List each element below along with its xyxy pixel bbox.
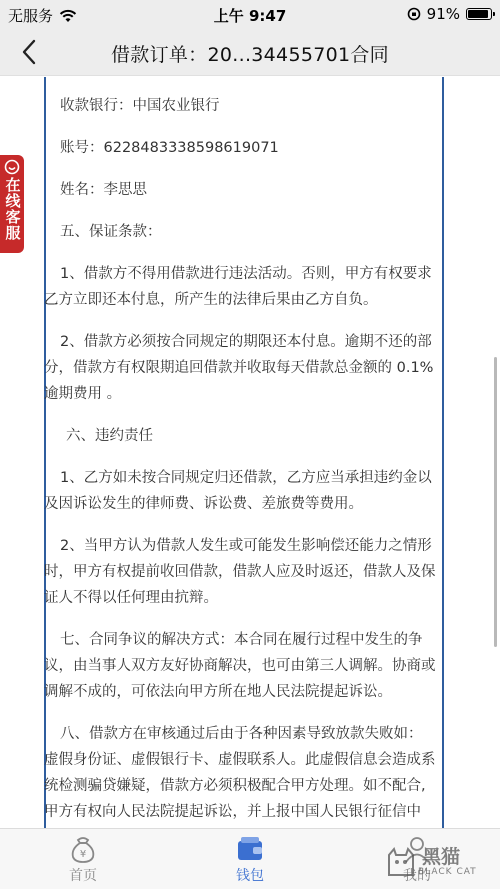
text-line: 逾期费用 。 — [44, 386, 122, 402]
text-line: 调解不成的，可依法向甲方所在地人民法院提起诉讼。 — [44, 684, 392, 700]
battery-icon — [466, 8, 492, 20]
nav-bar — [0, 28, 500, 76]
black-cat-watermark — [384, 838, 494, 886]
status-time: 上午 9:47 — [213, 7, 287, 25]
section-5-clause-1 — [44, 261, 444, 313]
page-title: 借款订单：20...34455701合同 — [110, 44, 389, 66]
money-bag-icon — [68, 835, 98, 863]
section-8 — [44, 721, 444, 828]
section-6-heading: 六、违约责任 — [66, 428, 153, 444]
tab-wallet[interactable] — [200, 835, 300, 885]
text-line: 七、合同争议的解决方式：本合同在履行过程中发生的争 — [60, 632, 423, 648]
text-line: 1、借款方不得用借款进行违法活动。否则，甲方有权要求 — [60, 266, 432, 282]
scrollbar[interactable] — [494, 357, 497, 647]
contract-document — [44, 93, 444, 828]
text-line: 及因诉讼发生的律师费、诉讼费、差旅费等费用。 — [44, 496, 363, 512]
section-6-clause-2 — [44, 533, 444, 611]
status-right — [407, 5, 492, 23]
headset-icon — [4, 159, 20, 175]
tab-home[interactable] — [33, 835, 133, 885]
section-7 — [44, 627, 444, 705]
text-line: 1、乙方如未按合同规定归还借款，乙方应当承担违约金以 — [60, 470, 432, 486]
section-5-clause-2 — [44, 329, 444, 407]
online-service-label: 在线客服 — [3, 177, 22, 241]
orientation-lock-icon — [407, 7, 421, 21]
status-bar — [0, 0, 500, 28]
text-line: 时，甲方有权提前收回借款，借款人应及时返还，借款人及保 — [44, 564, 436, 580]
text-line: 甲方有权向人民法院提起诉讼，并上报中国人民银行征信中 — [44, 804, 421, 820]
text-line: 分，借款方有权限期追回借款并收取每天借款总金额的 0.1% — [44, 360, 434, 376]
wallet-icon — [235, 835, 265, 863]
account-line: 账号：6228483338598619071 — [60, 140, 279, 156]
text-line: 2、当甲方认为借款人发生或可能发生影响偿还能力之情形 — [60, 538, 432, 554]
contract-content[interactable] — [0, 77, 500, 828]
text-line: 2、借款方必须按合同规定的期限还本付息。逾期不还的部 — [60, 334, 432, 350]
battery-fill — [468, 10, 488, 18]
tab-wallet-label: 钱包 — [236, 868, 264, 884]
text-line: 乙方立即还本付息，所产生的法律后果由乙方自负。 — [44, 292, 378, 308]
watermark-text: 黑猫 — [422, 846, 461, 868]
carrier-text: 无服务 — [8, 7, 54, 25]
name-line: 姓名：李思思 — [60, 182, 147, 198]
bank-line: 收款银行：中国农业银行 — [60, 98, 220, 114]
section-6-clause-1 — [44, 465, 444, 517]
svg-text:¥: ¥ — [79, 849, 87, 860]
section-5-heading: 五、保证条款： — [60, 224, 162, 240]
battery-percent: 91% — [426, 5, 460, 23]
text-line: 八、借款方在审核通过后由于各种因素导致放款失败如： — [60, 726, 423, 742]
tab-mine-label: 我的 — [403, 868, 431, 884]
text-line: 虚假身份证、虚假银行卡、虚假联系人。此虚假信息会造成系 — [44, 752, 436, 768]
cat-logo-icon — [384, 845, 418, 879]
text-line: 统检测骗贷嫌疑，借款方必须积极配合甲方处理。如不配合, — [44, 778, 426, 794]
text-line: 证人不得以任何理由抗辩。 — [44, 590, 218, 606]
text-line: 议，由当事人双方友好协商解决，也可由第三人调解。协商或 — [44, 658, 436, 674]
tab-home-label: 首页 — [69, 868, 97, 884]
watermark-subtext: BLACK CAT — [418, 867, 477, 877]
online-service-tab[interactable] — [0, 155, 24, 253]
